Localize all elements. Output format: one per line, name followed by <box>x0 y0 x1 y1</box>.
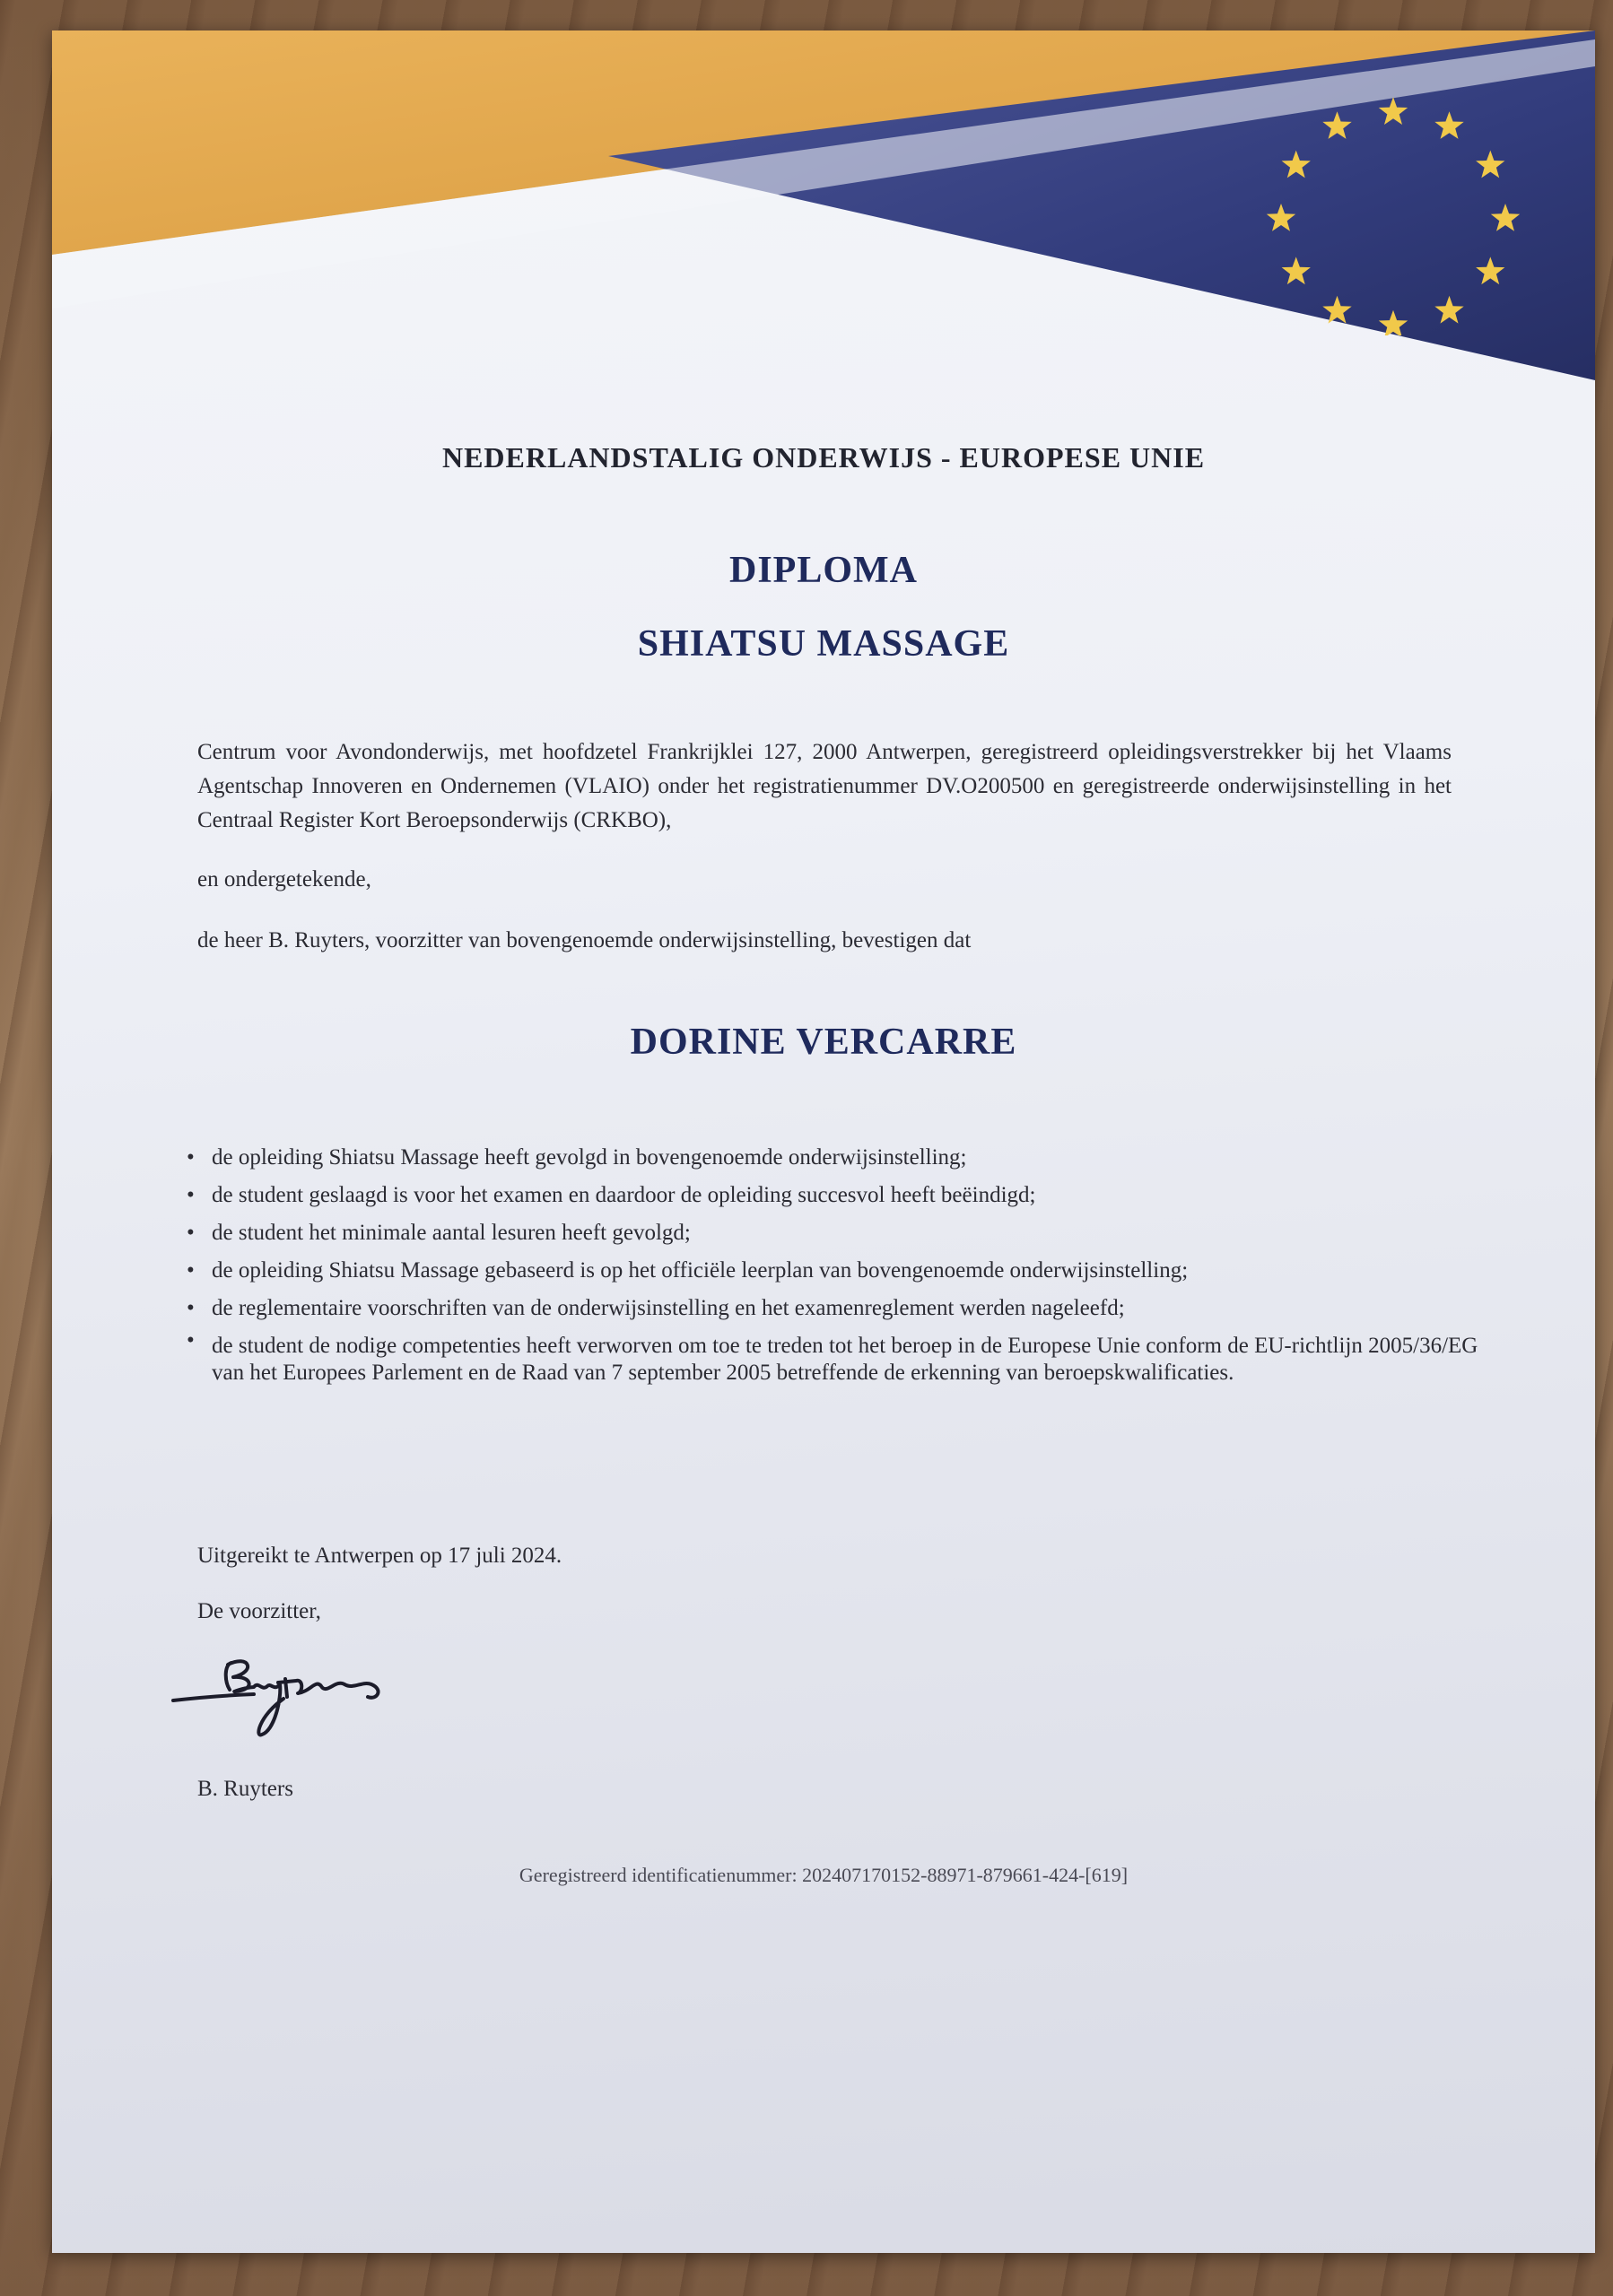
diploma-sheet <box>52 30 1595 2253</box>
statement-item: • de student de nodige competenties heeft verworven om toe te treden tot het beroep in de Europese Unie conform de EU-richtlijn 2005/36/EG van het Europees Parlement en de Raad van 7 september 2005 betreffende de erkenning van beroepskwalificaties. <box>187 1327 1478 1387</box>
document-header: NEDERLANDSTALIG ONDERWIJS - EUROPESE UNIE <box>441 441 1206 474</box>
registration-number: Geregistreerd identificatienummer: 202407170152-88971-879661-424-[619] <box>519 1864 1129 1886</box>
undersigned-line: en ondergetekende, <box>197 867 371 891</box>
statement-list <box>187 1139 1478 1387</box>
statement-item: • de student geslaagd is voor het examen en daardoor de opleiding succesvol heeft beëindigd; <box>187 1177 1478 1214</box>
diploma-title: DIPLOMA <box>729 550 918 591</box>
institution-paragraph: Centrum voor Avondonderwijs, met hoofdzetel Frankrijklei 127, 2000 Antwerpen, geregistreerd opleidingsverstrekker bij het Vlaams Agentschap Innoveren en Ondernemen (VLAIO) onder het registratienummer DV.O200500 en geregistreerde onderwijsinstelling in het Centraal Register Kort Beroepsonderwijs (CRKBO), <box>197 740 1452 832</box>
signer-name: B. Ruyters <box>197 1777 293 1801</box>
course-title: SHIATSU MASSAGE <box>637 623 1010 665</box>
statement-item: • de opleiding Shiatsu Massage gebaseerd is op het officiële leerplan van bovengenoemde onderwijsinstelling; <box>187 1252 1478 1290</box>
student-name: DORINE VERCARRE <box>630 1022 1017 1063</box>
handwritten-signature <box>169 1645 402 1752</box>
chairman-label: De voorzitter, <box>197 1599 321 1623</box>
chairman-statement: de heer B. Ruyters, voorzitter van bovengenoemde onderwijsinstelling, bevestigen dat <box>197 928 972 952</box>
statement-item: • de student het minimale aantal lesuren heeft gevolgd; <box>187 1214 1478 1252</box>
issue-date-line: Uitgereikt te Antwerpen op 17 juli 2024. <box>197 1544 562 1568</box>
statement-item: • de reglementaire voorschriften van de onderwijsinstelling en het examenreglement werden nageleefd; <box>187 1290 1478 1327</box>
statement-item: • de opleiding Shiatsu Massage heeft gevolgd in bovengenoemde onderwijsinstelling; <box>187 1139 1478 1177</box>
